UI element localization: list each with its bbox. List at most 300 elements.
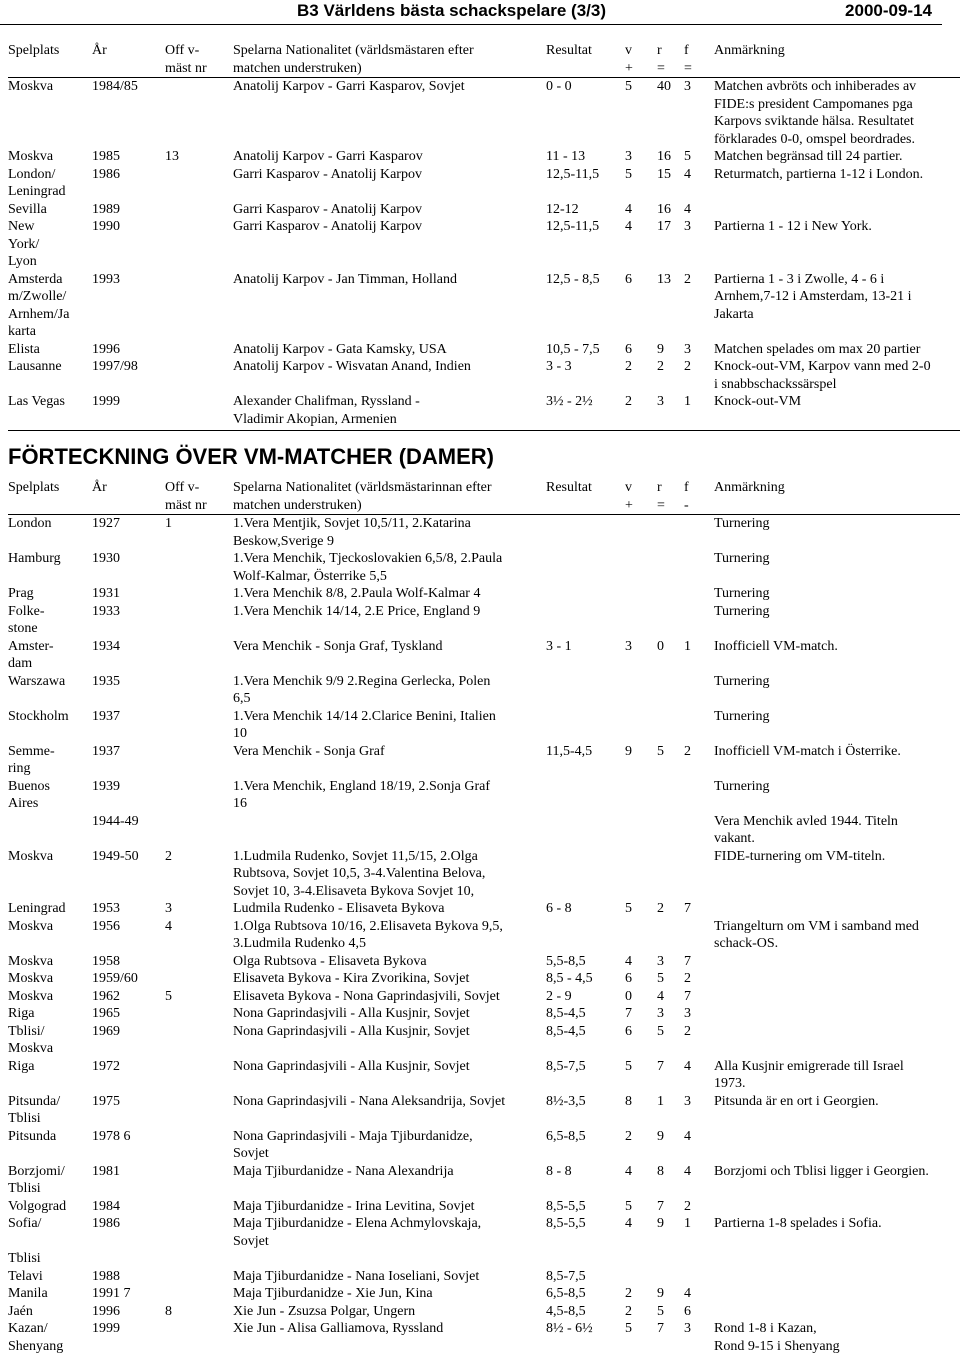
cell-players: 1.Olga Rubtsova 10/16, 2.Elisaveta Bykova 9,5, 3.Ludmila Rudenko 4,5 (233, 918, 503, 951)
cell-year: 1981 (92, 1163, 120, 1179)
cell-place: Moskva (8, 848, 54, 864)
table-row (8, 1268, 960, 1286)
cell-place: Lausanne (8, 359, 62, 374)
cell-year: 1962 (92, 988, 120, 1004)
cell-result: 11,5-4,5 (546, 743, 593, 759)
table-row (8, 148, 960, 166)
cell-remark: Returmatch, partierna 1-12 i London. (714, 166, 924, 182)
document-title: B3 Världens bästa schackspelare (3/3) (297, 1, 606, 20)
cell-losses: 4 (684, 1286, 691, 1301)
table-row (8, 848, 960, 901)
cell-draws: 0 (657, 638, 664, 654)
cell-remark: Alla Kusjnir emigrerade till Israel 1973. (714, 1058, 904, 1091)
cell-place: Hamburg (8, 551, 61, 566)
cell-result: 8,5 - 4,5 (546, 971, 593, 986)
table-row (8, 1320, 960, 1355)
column-header-wc-number: Off v- mäst nr (165, 480, 207, 513)
cell-players: Alexander Chalifman, Ryssland - Vladimir Akopian, Armenien (233, 394, 420, 427)
cell-year: 1934 (92, 638, 120, 654)
cell-remark: Matchen avbröts och inhiberades av FIDE:s president Campomanes pga Karpovs sviktande hälsa. Resultatet förklarades 0-0, omspel beordrades. (714, 79, 917, 147)
cell-players: Anatolij Karpov - Wisvatan Anand, Indien (233, 359, 471, 374)
cell-year: 1939 (92, 778, 120, 794)
cell-wins: 6 (625, 271, 632, 287)
cell-draws: 7 (657, 1321, 664, 1336)
table-row (8, 970, 960, 988)
cell-players: Maja Tjiburdanidze - Xie Jun, Kina (233, 1286, 433, 1301)
cell-result: 12,5-11,5 (546, 219, 600, 234)
cell-year: 1996 (92, 1303, 120, 1319)
cell-wins: 4 (625, 953, 632, 969)
cell-players: Elisaveta Bykova - Nona Gaprindasjvili, Sovjet (233, 988, 500, 1004)
table-row (8, 1215, 960, 1268)
women-section-title: FÖRTECKNING ÖVER VM-MATCHER (DAMER) (8, 444, 495, 469)
cell-result: 6,5-8,5 (546, 1128, 586, 1144)
cell-losses: 2 (684, 359, 691, 374)
cell-year: 1958 (92, 953, 120, 969)
cell-players: Xie Jun - Alisa Galliamova, Ryssland (233, 1321, 444, 1336)
cell-year: 1986 (92, 166, 120, 182)
cell-wins: 2 (625, 1286, 632, 1301)
cell-place: Borzjomi/ Tblisi (8, 1163, 65, 1196)
cell-result: 8,5-4,5 (546, 1006, 586, 1021)
cell-draws: 13 (657, 271, 671, 287)
cell-remark: Inofficiell VM-match i Österrike. (714, 743, 901, 759)
cell-place: Moskva (8, 971, 54, 986)
cell-place: London (8, 516, 52, 531)
cell-year: 1937 (92, 708, 120, 724)
cell-year: 1927 (92, 516, 120, 531)
column-header-draws: r = (657, 43, 665, 76)
cell-remark: Borzjomi och Tblisi ligger i Georgien. (714, 1163, 929, 1179)
column-header-remark: Anmärkning (714, 43, 785, 58)
cell-place: Manila (8, 1286, 48, 1301)
cell-players: Anatolij Karpov - Jan Timman, Holland (233, 271, 457, 287)
cell-players: Nona Gaprindasjvili - Alla Kusjnir, Sovjet (233, 1023, 470, 1039)
cell-wins: 5 (625, 166, 632, 182)
column-header-place: Spelplats (8, 480, 60, 495)
cell-draws: 17 (657, 219, 671, 234)
cell-result: 12-12 (546, 201, 579, 217)
cell-losses: 3 (684, 79, 691, 94)
cell-losses: 3 (684, 219, 691, 234)
table-row (8, 673, 960, 708)
cell-remark: Turnering (714, 586, 770, 601)
column-header-losses: f = (684, 43, 692, 76)
table-bottom-rule (8, 428, 960, 431)
cell-players: Vera Menchik - Sonja Graf (233, 743, 385, 759)
cell-result: 11 - 13 (546, 149, 586, 164)
cell-year: 1944-49 (92, 813, 139, 829)
cell-losses: 4 (684, 201, 691, 217)
cell-remark: Matchen spelades om max 20 partier (714, 341, 921, 357)
cell-draws: 8 (657, 1163, 664, 1179)
cell-players: Olga Rubtsova - Elisaveta Bykova (233, 953, 427, 969)
cell-result: 2 - 9 (546, 988, 572, 1004)
column-header-losses: f - (684, 480, 689, 513)
cell-losses: 3 (684, 1093, 691, 1109)
cell-losses: 1 (684, 1216, 691, 1231)
cell-place: Sevilla (8, 201, 47, 217)
cell-players: 1.Vera Mentjik, Sovjet 10,5/11, 2.Katarina Beskow,Sverige 9 (233, 516, 471, 549)
cell-result: 8,5-7,5 (546, 1058, 586, 1074)
cell-losses: 2 (684, 1198, 691, 1214)
table-row (8, 1023, 960, 1058)
cell-wc-number: 4 (165, 918, 172, 934)
cell-wins: 8 (625, 1093, 632, 1109)
cell-wc-number: 13 (165, 149, 179, 164)
column-header-year: År (92, 480, 107, 495)
cell-result: 8½ - 6½ (546, 1321, 593, 1336)
cell-place: Semme- ring (8, 743, 55, 776)
cell-wins: 4 (625, 1163, 632, 1179)
cell-wc-number: 8 (165, 1303, 172, 1319)
cell-result: 8,5-7,5 (546, 1268, 586, 1284)
cell-players: 1.Vera Menchik, England 18/19, 2.Sonja Graf 16 (233, 778, 490, 811)
cell-wins: 3 (625, 638, 632, 654)
cell-losses: 7 (684, 901, 691, 916)
cell-remark: Knock-out-VM (714, 394, 802, 409)
cell-result: 8,5-5,5 (546, 1198, 586, 1214)
cell-year: 1999 (92, 394, 120, 409)
cell-remark: FIDE-turnering om VM-titeln. (714, 848, 886, 864)
cell-wins: 2 (625, 359, 632, 374)
cell-year: 1999 (92, 1321, 120, 1336)
cell-remark: Matchen begränsad till 24 partier. (714, 149, 903, 164)
cell-remark: Partierna 1 - 12 i New York. (714, 219, 872, 234)
table-row (8, 78, 960, 148)
column-header-remark: Anmärkning (714, 480, 785, 495)
cell-players: 1.Ludmila Rudenko, Sovjet 11,5/15, 2.Olga Rubtsova, Sovjet 10,5, 3-4.Valentina Belova, Sovjet 10, 3-4.Elisaveta Bykova Sovjet 10, (233, 848, 486, 899)
cell-wins: 5 (625, 901, 632, 916)
cell-year: 1972 (92, 1058, 120, 1074)
cell-wins: 4 (625, 219, 632, 234)
cell-place: Stockholm (8, 708, 69, 724)
cell-draws: 5 (657, 971, 664, 986)
cell-wc-number: 3 (165, 901, 172, 916)
table-row (8, 1128, 960, 1163)
cell-losses: 2 (684, 271, 691, 287)
cell-remark: Partierna 1-8 spelades i Sofia. (714, 1216, 882, 1231)
cell-place: Pitsunda (8, 1128, 57, 1144)
cell-players: 1.Vera Menchik 14/14 2.Clarice Benini, Italien 10 (233, 708, 496, 741)
table-row (8, 341, 960, 359)
table-row (8, 1303, 960, 1321)
cell-year: 1969 (92, 1023, 120, 1039)
cell-wins: 5 (625, 1321, 632, 1336)
cell-result: 8,5-4,5 (546, 1023, 586, 1039)
cell-year: 1931 (92, 586, 120, 601)
cell-players: Anatolij Karpov - Gata Kamsky, USA (233, 341, 447, 357)
cell-place: Tblisi/ Moskva (8, 1023, 54, 1056)
column-header-wins: v + (625, 43, 633, 76)
cell-losses: 2 (684, 971, 691, 986)
cell-wins: 5 (625, 1058, 632, 1074)
cell-draws: 2 (657, 359, 664, 374)
cell-result: 3 - 1 (546, 638, 572, 654)
cell-place: Moskva (8, 953, 54, 969)
cell-players: Anatolij Karpov - Garri Kasparov (233, 149, 423, 164)
cell-place: Jaén (8, 1303, 33, 1319)
column-header-players: Spelarna Nationalitet (världsmästarinnan efter matchen understruken) (233, 480, 492, 513)
cell-year: 1989 (92, 201, 120, 217)
cell-draws: 5 (657, 1023, 664, 1039)
cell-place: Sofia/ Tblisi (8, 1216, 42, 1266)
cell-year: 1933 (92, 603, 120, 619)
table-row (8, 585, 960, 603)
cell-year: 1988 (92, 1268, 120, 1284)
table-row (8, 271, 960, 341)
table-row (8, 1198, 960, 1216)
cell-place: Riga (8, 1006, 35, 1021)
cell-players: 1.Vera Menchik 9/9 2.Regina Gerlecka, Polen 6,5 (233, 673, 491, 706)
cell-place: Amsterda m/Zwolle/ Arnhem/Ja karta (8, 271, 70, 339)
cell-draws: 9 (657, 1286, 664, 1301)
column-header-result: Resultat (546, 43, 592, 58)
cell-place: Las Vegas (8, 394, 65, 409)
cell-place: Amster- dam (8, 638, 54, 671)
cell-losses: 3 (684, 1321, 691, 1336)
column-header-wc-number: Off v- mäst nr (165, 43, 207, 76)
cell-place: Folke- stone (8, 603, 45, 636)
cell-draws: 3 (657, 953, 664, 969)
table-row (8, 638, 960, 673)
cell-result: 3½ - 2½ (546, 394, 593, 409)
cell-place: Riga (8, 1058, 35, 1074)
cell-wins: 2 (625, 1128, 632, 1144)
cell-wins: 5 (625, 79, 632, 94)
cell-losses: 7 (684, 988, 691, 1004)
cell-remark: Partierna 1 - 3 i Zwolle, 4 - 6 i Arnhem,7-12 i Amsterdam, 13-21 i Jakarta (714, 271, 912, 322)
table-header-row (8, 42, 960, 78)
cell-losses: 4 (684, 1058, 691, 1074)
cell-place: Moskva (8, 988, 54, 1004)
column-header-result: Resultat (546, 480, 592, 495)
cell-result: 6,5-8,5 (546, 1286, 586, 1301)
cell-year: 1975 (92, 1093, 120, 1109)
cell-draws: 7 (657, 1058, 664, 1074)
cell-players: Ludmila Rudenko - Elisaveta Bykova (233, 901, 445, 916)
cell-place: Moskva (8, 149, 54, 164)
table-row (8, 1005, 960, 1023)
cell-remark: Triangelturn om VM i samband med schack-OS. (714, 918, 919, 951)
cell-players: Nona Gaprindasjvili - Alla Kusjnir, Sovjet (233, 1058, 470, 1074)
cell-players: Garri Kasparov - Anatolij Karpov (233, 166, 422, 182)
cell-players: Xie Jun - Zsuzsa Polgar, Ungern (233, 1303, 416, 1319)
table-row (8, 603, 960, 638)
cell-place: Telavi (8, 1268, 43, 1284)
cell-wins: 3 (625, 149, 632, 164)
cell-losses: 4 (684, 1163, 691, 1179)
cell-wins: 2 (625, 1303, 632, 1319)
women-matches-table (8, 479, 960, 1355)
cell-year: 1990 (92, 219, 120, 234)
cell-year: 1937 (92, 743, 120, 759)
cell-wins: 6 (625, 971, 632, 986)
cell-remark: Knock-out-VM, Karpov vann med 2-0 i snabbschackssärspel (714, 359, 931, 392)
cell-result: 6 - 8 (546, 901, 572, 916)
table-row (8, 1163, 960, 1198)
table-row (8, 1285, 960, 1303)
cell-draws: 4 (657, 988, 664, 1004)
cell-players: Nona Gaprindasjvili - Nana Aleksandrija, Sovjet (233, 1093, 506, 1109)
cell-wins: 9 (625, 743, 632, 759)
cell-remark: Inofficiell VM-match. (714, 638, 838, 654)
column-header-players: Spelarna Nationalitet (världsmästaren efter matchen understruken) (233, 43, 474, 76)
cell-year: 1953 (92, 901, 120, 916)
table-row (8, 778, 960, 813)
cell-wins: 4 (625, 1216, 632, 1231)
cell-players: Maja Tjiburdanidze - Nana Ioseliani, Sovjet (233, 1268, 480, 1284)
table-row (8, 1093, 960, 1128)
cell-losses: 1 (684, 394, 691, 409)
cell-players: Maja Tjiburdanidze - Irina Levitina, Sovjet (233, 1198, 475, 1214)
cell-result: 10,5 - 7,5 (546, 341, 600, 357)
table-row (8, 900, 960, 918)
cell-players: Garri Kasparov - Anatolij Karpov (233, 201, 422, 217)
table-row (8, 218, 960, 271)
cell-players: Elisaveta Bykova - Kira Zvorikina, Sovjet (233, 971, 470, 986)
cell-players: Nona Gaprindasjvili - Alla Kusjnir, Sovjet (233, 1006, 470, 1021)
cell-result: 5,5-8,5 (546, 953, 586, 969)
cell-year: 1986 (92, 1216, 120, 1231)
cell-losses: 5 (684, 149, 691, 164)
cell-result: 8,5-5,5 (546, 1216, 586, 1231)
cell-draws: 9 (657, 341, 664, 357)
cell-draws: 3 (657, 394, 664, 409)
cell-losses: 3 (684, 341, 691, 357)
cell-losses: 2 (684, 743, 691, 759)
cell-year: 1993 (92, 271, 120, 287)
cell-players: Anatolij Karpov - Garri Kasparov, Sovjet (233, 79, 465, 94)
cell-wins: 5 (625, 1198, 632, 1214)
cell-players: 1.Vera Menchik 14/14, 2.E Price, England 9 (233, 603, 481, 619)
cell-wc-number: 5 (165, 988, 172, 1004)
cell-losses: 4 (684, 1128, 691, 1144)
cell-result: 12,5-11,5 (546, 166, 600, 182)
table-row (8, 988, 960, 1006)
cell-losses: 4 (684, 166, 691, 182)
cell-players: Vera Menchik - Sonja Graf, Tyskland (233, 638, 443, 654)
cell-year: 1991 7 (92, 1286, 131, 1301)
cell-remark: Turnering (714, 778, 770, 794)
cell-place: Pitsunda/ Tblisi (8, 1093, 61, 1126)
cell-result: 8½-3,5 (546, 1093, 586, 1109)
cell-year: 1949-50 (92, 848, 139, 864)
cell-place: Leningrad (8, 901, 66, 916)
cell-draws: 3 (657, 1006, 664, 1021)
cell-wins: 4 (625, 201, 632, 217)
cell-losses: 6 (684, 1303, 691, 1319)
cell-remark: Vera Menchik avled 1944. Titeln vakant. (714, 813, 898, 846)
cell-place: Prag (8, 586, 34, 601)
cell-losses: 3 (684, 1006, 691, 1021)
cell-wins: 0 (625, 988, 632, 1004)
cell-draws: 40 (657, 79, 671, 94)
table-row (8, 550, 960, 585)
table-row (8, 201, 960, 219)
cell-wins: 6 (625, 341, 632, 357)
cell-wc-number: 1 (165, 516, 172, 531)
cell-players: 1.Vera Menchik, Tjeckoslovakien 6,5/8, 2.Paula Wolf-Kalmar, Österrike 5,5 (233, 551, 503, 584)
table-row (8, 953, 960, 971)
cell-remark: Pitsunda är en ort i Georgien. (714, 1093, 879, 1109)
cell-year: 1996 (92, 341, 120, 357)
cell-place: Elista (8, 341, 40, 357)
cell-draws: 1 (657, 1093, 664, 1109)
cell-year: 1965 (92, 1006, 120, 1021)
cell-place: Kazan/ Shenyang (8, 1321, 64, 1354)
cell-remark: Turnering (714, 603, 770, 619)
column-header-wins: v + (625, 480, 633, 513)
table-header-row (8, 479, 960, 515)
document-date: 2000-09-14 (845, 1, 932, 20)
cell-players: Nona Gaprindasjvili - Maja Tjiburdanidze, Sovjet (233, 1128, 473, 1161)
table-row (8, 813, 960, 848)
cell-result: 0 - 0 (546, 79, 572, 94)
cell-year: 1956 (92, 918, 120, 934)
cell-draws: 16 (657, 201, 671, 217)
cell-draws: 15 (657, 166, 671, 182)
table-row (8, 1058, 960, 1093)
cell-year: 1935 (92, 673, 120, 689)
cell-draws: 9 (657, 1216, 664, 1231)
cell-year: 1984/85 (92, 79, 138, 94)
cell-year: 1997/98 (92, 359, 138, 374)
cell-draws: 2 (657, 901, 664, 916)
table-row (8, 166, 960, 201)
cell-result: 4,5-8,5 (546, 1303, 586, 1319)
cell-place: Buenos Aires (8, 778, 50, 811)
cell-players: Maja Tjiburdanidze - Nana Alexandrija (233, 1163, 454, 1179)
cell-result: 3 - 3 (546, 359, 572, 374)
cell-wins: 7 (625, 1006, 632, 1021)
table-row (8, 708, 960, 743)
cell-players: Maja Tjiburdanidze - Elena Achmylovskaja, Sovjet (233, 1216, 482, 1249)
cell-place: London/ Leningrad (8, 166, 66, 199)
cell-draws: 7 (657, 1198, 664, 1214)
cell-wins: 2 (625, 394, 632, 409)
cell-losses: 1 (684, 638, 691, 654)
cell-remark: Turnering (714, 551, 770, 566)
cell-result: 8 - 8 (546, 1163, 572, 1179)
cell-losses: 7 (684, 953, 691, 969)
cell-result: 12,5 - 8,5 (546, 271, 600, 287)
cell-year: 1978 6 (92, 1128, 131, 1144)
table-row (8, 918, 960, 953)
cell-place: New York/ Lyon (8, 219, 40, 269)
cell-players: Garri Kasparov - Anatolij Karpov (233, 219, 422, 234)
cell-place: Moskva (8, 918, 54, 934)
cell-year: 1985 (92, 149, 120, 164)
cell-place: Warszawa (8, 673, 66, 689)
cell-remark: Turnering (714, 516, 770, 531)
cell-draws: 9 (657, 1128, 664, 1144)
cell-place: Volgograd (8, 1198, 67, 1214)
cell-year: 1984 (92, 1198, 120, 1214)
cell-year: 1959/60 (92, 971, 138, 986)
table-row (8, 393, 960, 428)
table-row (8, 743, 960, 778)
cell-draws: 5 (657, 1303, 664, 1319)
cell-draws: 5 (657, 743, 664, 759)
cell-losses: 2 (684, 1023, 691, 1039)
cell-players: 1.Vera Menchik 8/8, 2.Paula Wolf-Kalmar 4 (233, 586, 481, 601)
column-header-year: År (92, 43, 107, 58)
men-matches-table (8, 42, 960, 431)
cell-remark: Rond 1-8 i Kazan, Rond 9-15 i Shenyang (714, 1321, 840, 1354)
column-header-place: Spelplats (8, 43, 60, 58)
cell-remark: Turnering (714, 673, 770, 689)
